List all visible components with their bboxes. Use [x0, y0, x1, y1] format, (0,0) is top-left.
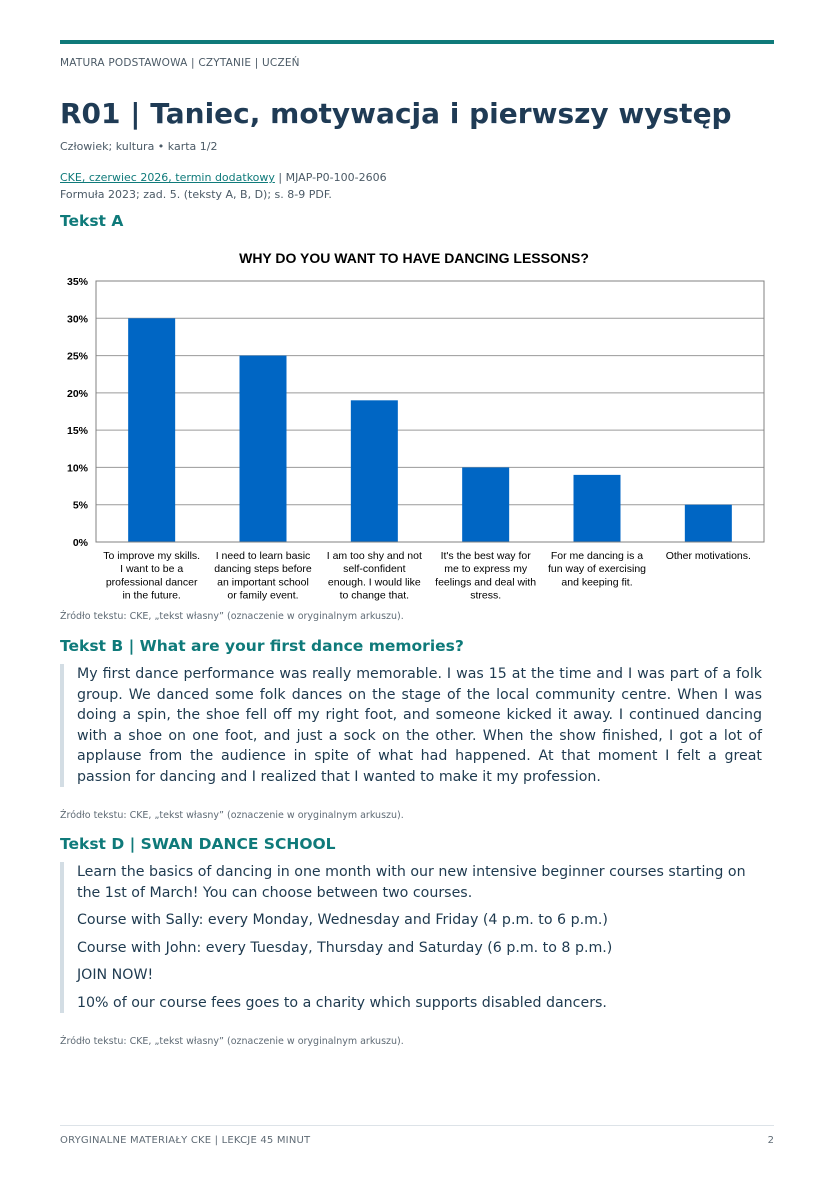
footer-label: ORYGINALNE MATERIAŁY CKE | LEKCJE 45 MINUT [60, 1135, 311, 1146]
dancing-lessons-bar-chart [60, 240, 774, 608]
text-d-heading: Tekst D | SWAN DANCE SCHOOL [60, 835, 336, 853]
source-line [60, 171, 387, 184]
page-number: 2 [767, 1135, 774, 1146]
x-category-label: To improve my skills. I want to be a professional dancer in the future. [103, 550, 201, 602]
text-b-heading: Tekst B | What are your first dance memories? [60, 637, 464, 655]
y-tick-label: 25% [66, 350, 88, 363]
x-category-label: Other motivations. [665, 550, 751, 562]
text-d-paragraph: Course with Sally: every Monday, Wednesday and Friday (4 p.m. to 6 p.m.) [77, 912, 608, 928]
page-title: R01 | Taniec, motywacja i pierwszy występ [60, 97, 732, 130]
page-subtitle: Człowiek; kultura • karta 1/2 [60, 140, 218, 153]
y-tick-label: 35% [66, 276, 88, 288]
y-tick-label: 5% [72, 499, 88, 512]
text-d-paragraph: JOIN NOW! [77, 967, 154, 983]
running-head: MATURA PODSTAWOWA | CZYTANIE | UCZEŃ [60, 57, 300, 69]
formula-line: Formuła 2023; zad. 5. (teksty A, B, D); s. 8-9 PDF. [60, 188, 332, 201]
bar [351, 400, 398, 542]
source-code: | MJAP-P0-100-2606 [274, 171, 387, 184]
text-b-body: My first dance performance was really memorable. I was 15 at the time and I was part of a folk group. We danced some folk dances on the stage of the local community centre. When I was doing a spin, the shoe fell off my right foot, and someone kicked it away. I continued dancing with a shoe on one foot, and just a sock on the other. When the show finished, I got a lot of applause from the audience in spite of what had happened. At that moment I felt a great passion for dancing and I realized that I wanted to make it my profession. [77, 666, 762, 785]
x-category-label: For me dancing is a fun way of exercising and keeping fit. [547, 550, 647, 589]
chart-title: WHY DO YOU WANT TO HAVE DANCING LESSONS? [239, 250, 589, 266]
text-d-quote [60, 862, 762, 1013]
top-accent-bar [60, 40, 774, 44]
text-d-paragraph: Learn the basics of dancing in one month with our new intensive beginner courses starting on the 1st of March! You can choose between two courses. [77, 864, 746, 901]
x-category-label: It's the best way for me to express my feelings and deal with stress. [435, 550, 537, 602]
bar [462, 467, 509, 542]
text-a-heading: Tekst A [60, 212, 124, 230]
bar [685, 505, 732, 542]
text-d-paragraph: 10% of our course fees goes to a charity which supports disabled dancers. [77, 994, 607, 1011]
plot-area-frame [96, 281, 764, 542]
bar [128, 318, 175, 542]
y-tick-label: 20% [66, 387, 88, 400]
y-tick-label: 30% [66, 313, 88, 326]
bar [574, 475, 621, 542]
x-category-label: I need to learn basic dancing steps before an important school or family event. [214, 550, 312, 602]
y-tick-label: 10% [66, 462, 88, 475]
bar [240, 356, 287, 542]
y-tick-label: 15% [66, 425, 88, 438]
x-category-label: I am too shy and not self-confident enough. I would like to change that. [326, 550, 422, 602]
text-b-quote [60, 664, 762, 787]
text-a-source-note: Źródło tekstu: CKE, „tekst własny” (oznaczenie w oryginalnym arkuszu). [60, 611, 404, 622]
text-b-source-note: Źródło tekstu: CKE, „tekst własny” (oznaczenie w oryginalnym arkuszu). [60, 810, 404, 821]
y-tick-label: 0% [72, 537, 88, 549]
text-d-source-note: Źródło tekstu: CKE, „tekst własny” (oznaczenie w oryginalnym arkuszu). [60, 1036, 404, 1047]
source-link[interactable]: CKE, czerwiec 2026, termin dodatkowy [60, 171, 275, 184]
footer-divider [60, 1125, 774, 1126]
text-d-paragraph: Course with John: every Tuesday, Thursday and Saturday (6 p.m. to 8 p.m.) [77, 939, 613, 956]
